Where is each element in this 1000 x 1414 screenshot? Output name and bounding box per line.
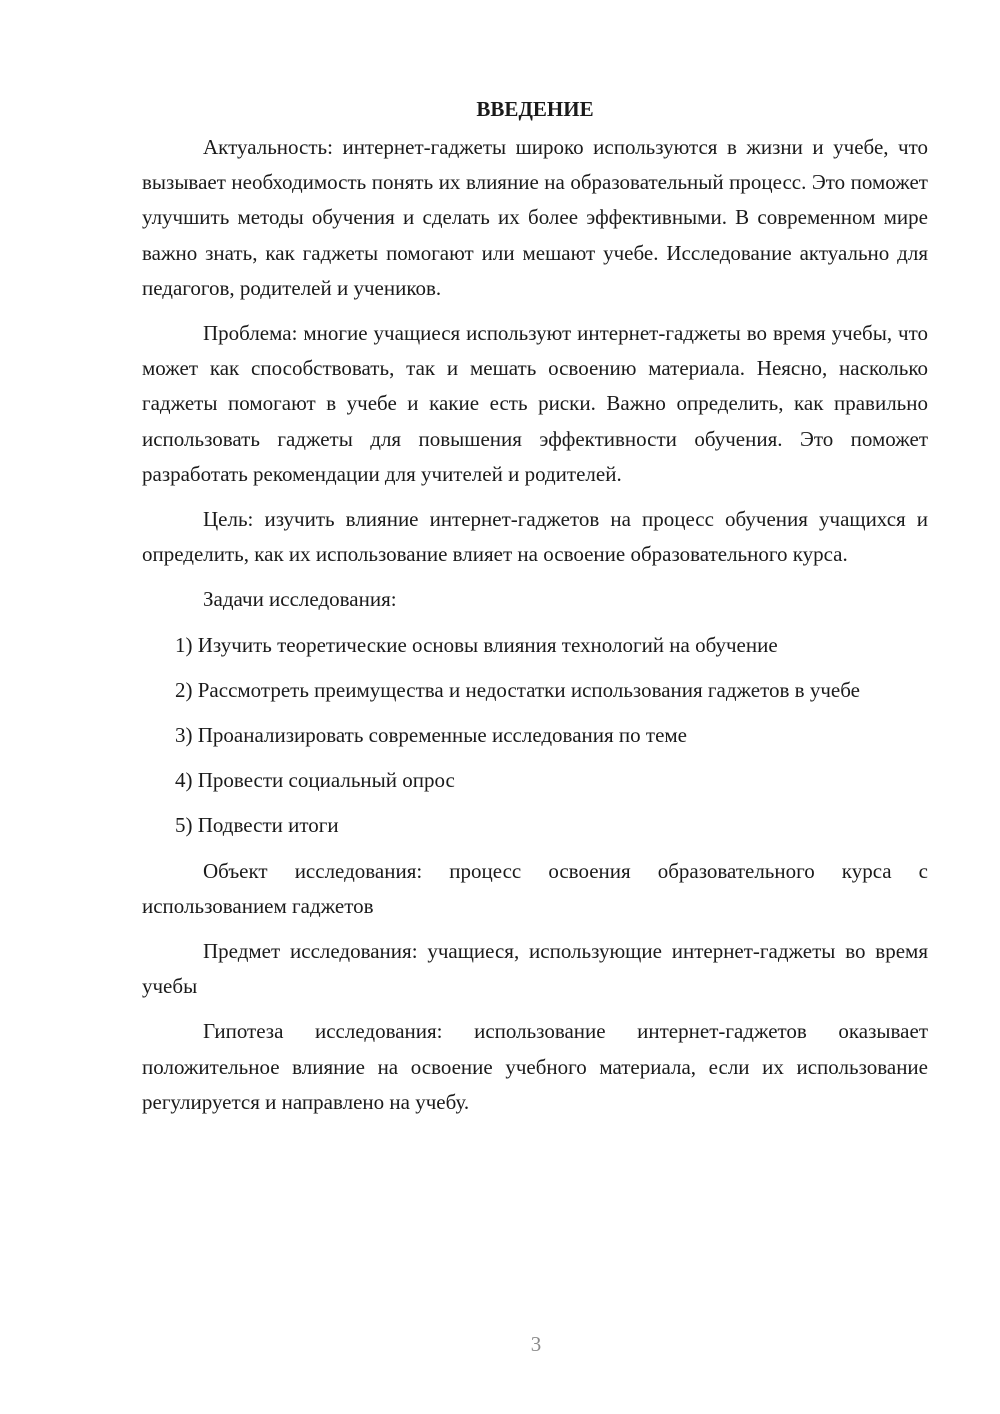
hypothesis-paragraph: Гипотеза исследования: использование интернет-гаджетов оказывает положительное влияние на освоение учебного материала, если их использование регулируется и направлено на учебу. [142, 1019, 928, 1114]
object-paragraph: Объект исследования: процесс освоения образовательного курса с использованием гаджетов [142, 858, 928, 918]
task-item-4: 4) Провести социальный опрос [175, 768, 455, 793]
task-item-5: 5) Подвести итоги [175, 813, 339, 838]
goal-paragraph: Цель: изучить влияние интернет-гаджетов на процесс обучения учащихся и определить, как их использование влияет на освоение образовательного курса. [142, 507, 928, 567]
subject-paragraph: Предмет исследования: учащиеся, использующие интернет-гаджеты во время учебы [142, 939, 928, 999]
task-item-3: 3) Проанализировать современные исследования по теме [175, 723, 687, 748]
relevance-paragraph: Актуальность: интернет-гаджеты широко используются в жизни и учебе, что вызывает необходимость понять их влияние на образовательный процесс. Это поможет улучшить методы обучения и сделать их более эффективными. В современном мире важно знать, как гаджеты помогают или мешают учебе. Исследование актуально для педагогов, родителей и учеников. [142, 135, 928, 300]
problem-paragraph: Проблема: многие учащиеся используют интернет-гаджеты во время учебы, что может как способствовать, так и мешать освоению материала. Неясно, насколько гаджеты помогают в учебе и какие есть риски. Важно определить, как правильно использовать гаджеты для повышения эффективности обучения. Это поможет разработать рекомендации для учителей и родителей. [142, 321, 928, 486]
page-number: 3 [530, 1332, 542, 1356]
page-title: ВВЕДЕНИЕ [476, 97, 594, 121]
document-page [142, 92, 928, 1130]
task-item-1: 1) Изучить теоретические основы влияния технологий на обучение [175, 632, 778, 657]
task-item-2: 2) Рассмотреть преимущества и недостатки использования гаджетов в учебе [175, 677, 860, 702]
tasks-heading: Задачи исследования: [203, 587, 397, 612]
